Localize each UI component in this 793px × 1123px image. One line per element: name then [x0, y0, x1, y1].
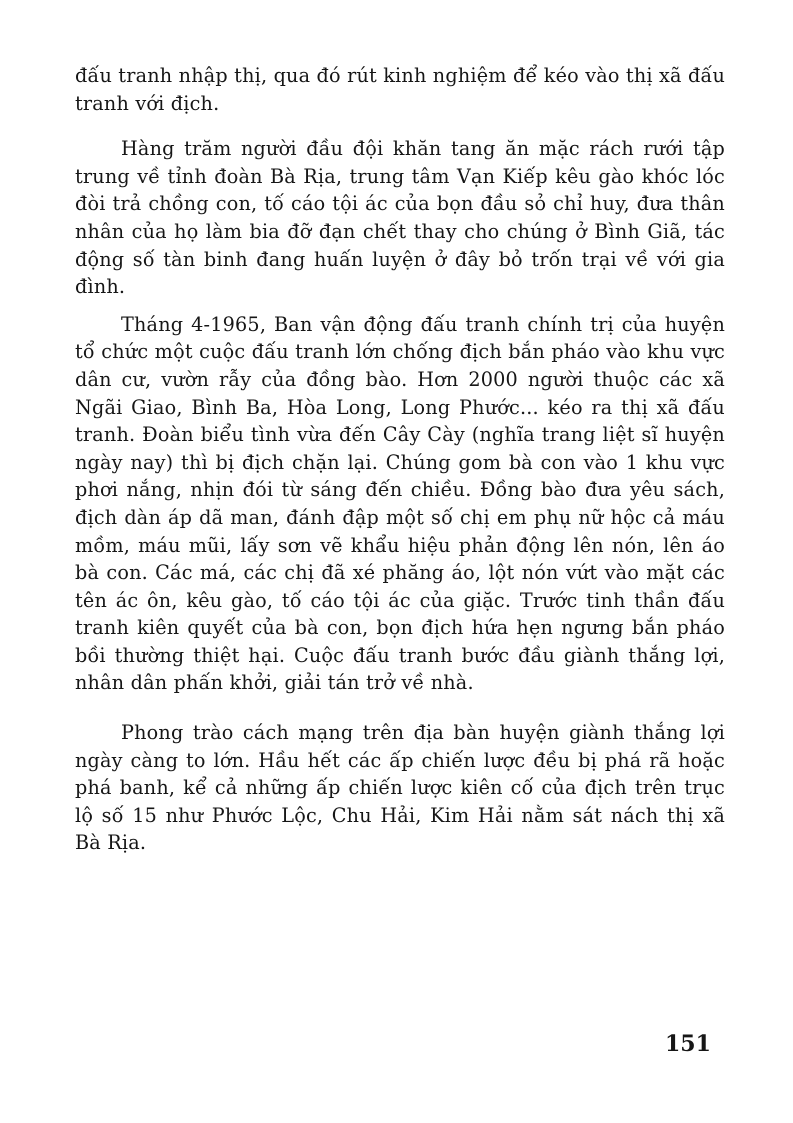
page-number: 151: [665, 1031, 711, 1057]
body-text: [75, 62, 725, 857]
paragraph-mourning-protest: Hàng trăm người đầu đội khăn tang ăn mặc rách rưới tập trung về tỉnh đoàn Bà Rịa, trung tâm Vạn Kiếp kêu gào khóc lóc đòi trả chồng con, tố cáo tội ác của bọn đầu sỏ chỉ huy, đưa thân nhân của họ làm bia đỡ đạn chết thay cho chúng ở Bình Giã, tác động số tàn binh đang huấn luyện ở đây bỏ trốn trại về với gia đình.: [75, 137, 725, 299]
paragraph-continuation: đấu tranh nhập thị, qua đó rút kinh nghiệm để kéo vào thị xã đấu tranh với địch.: [75, 64, 725, 115]
paragraph-april-1965-protest: Tháng 4-1965, Ban vận động đấu tranh chính trị của huyện tổ chức một cuộc đấu tranh lớn chống địch bắn pháo vào khu vực dân cư, vườn rẫy của đồng bào. Hơn 2000 người thuộc các xã Ngãi Giao, Bình Ba, Hòa Long, Long Phước... kéo ra thị xã đấu tranh. Đoàn biểu tình vừa đến Cây Cày (nghĩa trang liệt sĩ huyện ngày nay) thì bị địch chặn lại. Chúng gom bà con vào 1 khu vực phơi nắng, nhịn đói từ sáng đến chiều. Đồng bào đưa yêu sách, địch dàn áp dã man, đánh đập một số chị em phụ nữ hộc cả máu mồm, máu mũi, lấy sơn vẽ khẩu hiệu phản động lên nón, lên áo bà con. Các má, các chị đã xé phăng áo, lột nón vứt vào mặt các tên ác ôn, kêu gào, tố cáo tội ác của giặc. Trước tinh thần đấu tranh kiên quyết của bà con, bọn địch hứa hẹn ngưng bắn pháo bồi thường thiệt hại. Cuộc đấu tranh bước đầu giành thắng lợi, nhân dân phấn khởi, giải tán trở về nhà.: [75, 312, 725, 695]
paragraph-revolutionary-movement: Phong trào cách mạng trên địa bàn huyện giành thắng lợi ngày càng to lớn. Hầu hết các ấp chiến lược đều bị phá rã hoặc phá banh, kể cả những ấp chiến lược kiên cố của địch trên trục lộ số 15 như Phước Lộc, Chu Hải, Kim Hải nằm sát nách thị xã Bà Rịa.: [75, 721, 725, 855]
